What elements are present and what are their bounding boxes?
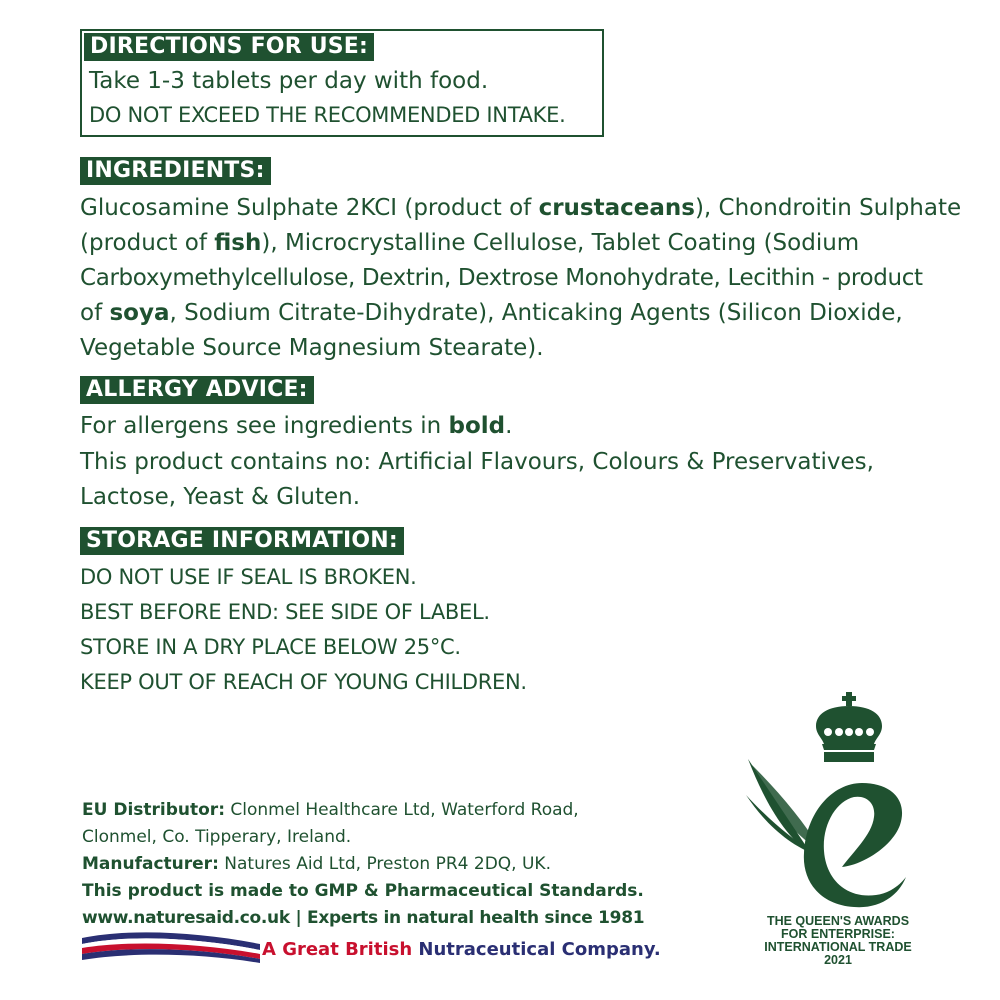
ingredients-text: (product of (80, 230, 215, 256)
directions-line-2: DO NOT EXCEED THE RECOMMENDED INTAKE. (89, 103, 566, 127)
eu-distributor-text: Clonmel Healthcare Ltd, Waterford Road, (225, 800, 579, 820)
great-british-tagline (262, 938, 661, 962)
ingredients-text: of (80, 300, 110, 326)
allergy-heading: ALLERGY ADVICE: (80, 376, 314, 404)
storage-heading: STORAGE INFORMATION: (80, 527, 404, 555)
ingredients-line-5: Vegetable Source Magnesium Stearate). (80, 335, 544, 361)
ingredients-text: ), Microcrystalline Cellulose, Tablet Coating (Sodium (261, 230, 860, 256)
award-line-4: 2021 (824, 953, 852, 967)
website-tagline: www.naturesaid.co.uk | Experts in natural health since 1981 (82, 908, 645, 928)
gmp-statement: This product is made to GMP & Pharmaceutical Standards. (82, 881, 644, 901)
ingredients-text: , Sodium Citrate-Dihydrate), Anticaking Agents (Silicon Dioxide, (169, 300, 903, 326)
storage-line-1: DO NOT USE IF SEAL IS BROKEN. (80, 565, 417, 589)
award-line-3: INTERNATIONAL TRADE (764, 940, 912, 954)
award-line-2: FOR ENTERPRISE: (781, 927, 895, 941)
directions-heading: DIRECTIONS FOR USE: (84, 33, 374, 61)
ingredients-line-3: Carboxymethylcellulose, Dextrin, Dextrose Monohydrate, Lecithin - product (80, 265, 923, 291)
tagline-red-text: A Great British (262, 939, 419, 960)
union-flag-swoosh-icon (80, 930, 262, 966)
tagline-blue-text: Nutraceutical Company. (418, 939, 661, 960)
allergen-soya: soya (109, 300, 170, 326)
storage-line-4: KEEP OUT OF REACH OF YOUNG CHILDREN. (80, 670, 527, 694)
allergy-line-2: This product contains no: Artificial Flavours, Colours & Preservatives, (80, 449, 874, 475)
allergen-fish: fish (214, 230, 262, 256)
ingredients-text: Glucosamine Sulphate 2KCI (product of (80, 195, 539, 221)
award-line-1: THE QUEEN'S AWARDS (766, 914, 910, 928)
manufacturer-line (82, 852, 551, 876)
ingredients-heading: INGREDIENTS: (80, 157, 271, 185)
allergy-text: . (505, 413, 513, 439)
manufacturer-text: Natures Aid Ltd, Preston PR4 2DQ, UK. (218, 854, 551, 874)
storage-line-3: STORE IN A DRY PLACE BELOW 25°C. (80, 635, 461, 659)
allergen-crustaceans: crustaceans (538, 195, 695, 221)
eu-distributor-label: EU Distributor: (82, 800, 225, 820)
allergy-line-1 (80, 411, 512, 441)
ingredients-line-2 (80, 228, 859, 258)
allergy-line-3: Lactose, Yeast & Gluten. (80, 484, 361, 510)
ingredients-text: ), Chondroitin Sulphate (694, 195, 962, 221)
manufacturer-label: Manufacturer: (82, 854, 219, 874)
ingredients-line-1 (80, 193, 961, 223)
allergy-text: For allergens see ingredients in (80, 413, 449, 439)
ingredients-line-4 (80, 298, 903, 328)
queens-award-e-emblem-icon (742, 755, 912, 915)
allergy-bold-word: bold (448, 413, 506, 439)
storage-line-2: BEST BEFORE END: SEE SIDE OF LABEL. (80, 600, 490, 624)
eu-distributor-line (82, 798, 579, 822)
directions-line-1: Take 1-3 tablets per day with food. (89, 68, 489, 94)
eu-distributor-address: Clonmel, Co. Tipperary, Ireland. (82, 827, 352, 847)
